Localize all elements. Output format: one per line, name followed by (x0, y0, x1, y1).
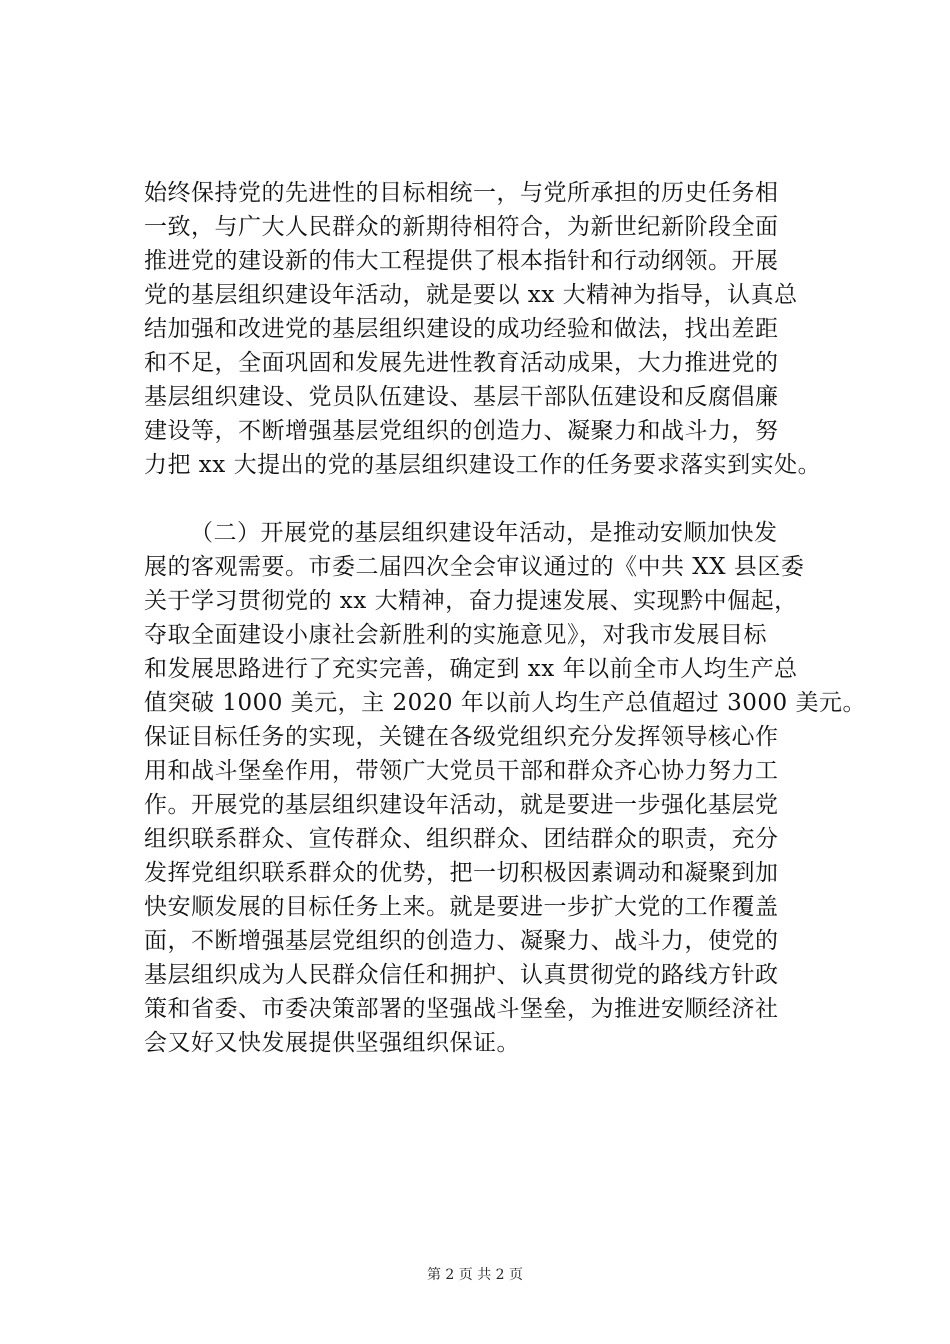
text-line: 快安顺发展的目标任务上来。就是要进一步扩大党的工作覆盖 (144, 894, 779, 920)
text-line: 一致，与广大人民群众的新期待相符合，为新世纪新阶段全面 (144, 214, 779, 240)
text-line: 作。开展党的基层组织建设年活动，就是要进一步强化基层党 (144, 792, 779, 818)
text-line: 面，不断增强基层党组织的创造力、凝聚力、战斗力，使党的 (144, 928, 779, 954)
text-line: 基层组织建设、党员队伍建设、基层干部队伍建设和反腐倡廉 (144, 384, 779, 410)
text-line: 夺取全面建设小康社会新胜利的实施意见》，对我市发展目标 (144, 622, 767, 648)
text-line: 和不足，全面巩固和发展先进性教育活动成果，大力推进党的 (144, 350, 779, 376)
text-line: 和发展思路进行了充实完善，确定到 xx 年以前全市人均生产总 (144, 656, 798, 682)
text-line: 关于学习贯彻党的 xx 大精神，奋力提速发展、实现黔中倔起， (144, 588, 798, 614)
text-line: 保证目标任务的实现，关键在各级党组织充分发挥领导核心作 (144, 724, 779, 750)
document-body (144, 176, 866, 1060)
text-line: 展的客观需要。市委二届四次全会审议通过的《中共 XX 县区委 (144, 554, 805, 580)
page-number: 第 2 页 共 2 页 (426, 1267, 524, 1283)
text-line: （二）开展党的基层组织建设年活动，是推动安顺加快发 (190, 520, 778, 546)
text-line: 发挥党组织联系群众的优势，把一切积极因素调动和凝聚到加 (144, 860, 779, 886)
text-line: 力把 xx 大提出的党的基层组织建设工作的任务要求落实到实处。 (144, 452, 822, 478)
paragraph-spacer (144, 482, 810, 516)
text-line: 基层组织成为人民群众信任和拥护、认真贯彻党的路线方针政 (144, 962, 779, 988)
text-line: 结加强和改进党的基层组织建设的成功经验和做法，找出差距 (144, 316, 779, 342)
text-line: 用和战斗堡垒作用，带领广大党员干部和群众齐心协力努力工 (144, 758, 779, 784)
text-line: 策和省委、市委决策部署的坚强战斗堡垒，为推进安顺经济社 (144, 996, 779, 1022)
paragraph-2 (144, 516, 866, 1060)
text-line: 党的基层组织建设年活动，就是要以 xx 大精神为指导，认真总 (144, 282, 798, 308)
text-line: 会又好又快发展提供坚强组织保证。 (144, 1030, 520, 1056)
text-line: 推进党的建设新的伟大工程提供了根本指针和行动纲领。开展 (144, 248, 779, 274)
paragraph-1 (144, 176, 822, 482)
page-footer (0, 1264, 950, 1284)
text-line: 始终保持党的先进性的目标相统一，与党所承担的历史任务相 (144, 180, 779, 206)
text-line: 值突破 1000 美元，主 2020 年以前人均生产总值超过 3000 美元。 (144, 690, 866, 716)
text-line: 组织联系群众、宣传群众、组织群众、团结群众的职责，充分 (144, 826, 779, 852)
text-line: 建设等，不断增强基层党组织的创造力、凝聚力和战斗力，努 (144, 418, 779, 444)
